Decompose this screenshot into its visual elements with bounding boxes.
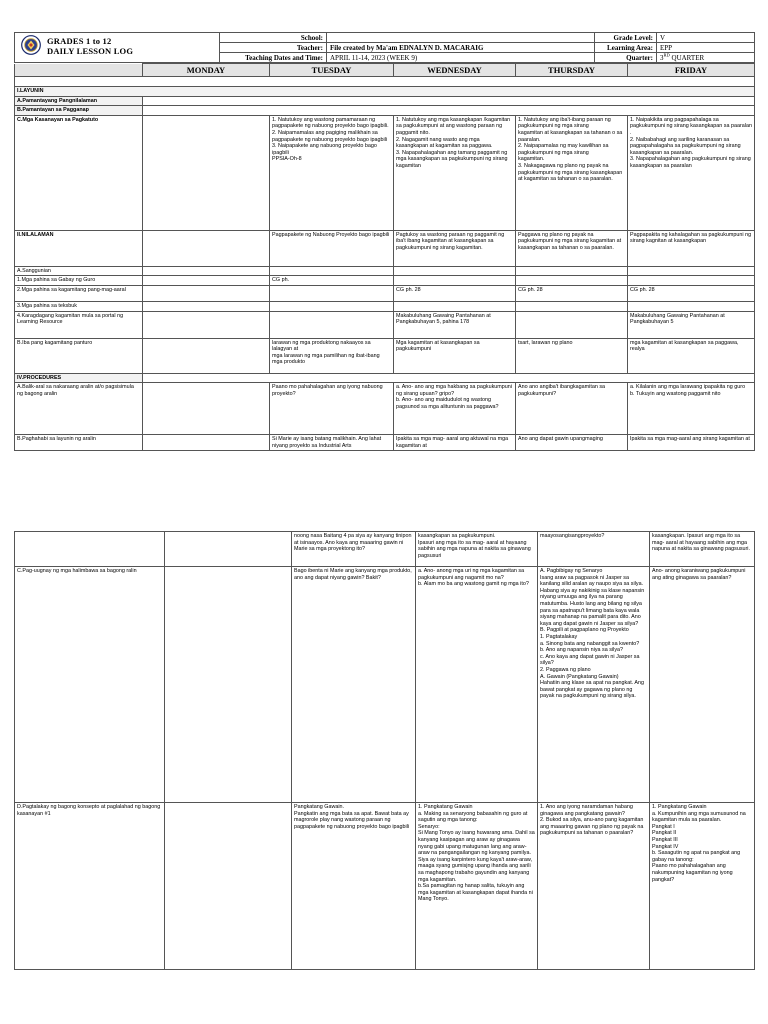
lesson-table-page-1 — [14, 63, 755, 451]
cell-wednesday: CG ph. 28 — [394, 285, 516, 301]
cell-friday: Makabuluhang Gawaing Pantahanan at Pangkabuhayan 5 — [628, 311, 755, 338]
cell-friday: kasangkapan. Ipasuri ang mga ito sa mag- aaral at hayaang sabihin ang mga napuna at nakita sa ginawang pagsusuri. — [650, 532, 755, 567]
grade-label: Grade Level: — [595, 33, 657, 43]
cell-friday: Ipakita sa mga mag-aaral ang sirang kagamitan at — [628, 435, 755, 451]
cell-wednesday: 1. Pangkatang Gawain a. Making sa senaryong babasahin ng guro at sagutin ang mga tanong: Senaryo: Si Mang Tonyo ay isang huwarang ama. Dahil sa kanyang kasipagan ang araw ay ginagawa nyang gabi upang matugunan lang ang araw-araw na pangangailangan ng kanyang pamilya. Siya ay isang karpintero kung kaya't araw-araw, maaga syang gumisjng upang ihanda ang sarili sa maghapong trabaho gayundin ang kanyang mga kagamitan. b.Sa pamagitan ng hanap salita, tukuyin ang mga kagamitan at kasangkapan dapat ihanda ni Mang Tonyo. — [416, 803, 538, 970]
grade-value: V — [657, 33, 755, 43]
row-label: D.Pagtalakay ng bagong konsepto at paglalahad ng bagong kasanayan #1 — [15, 803, 165, 970]
cell-tuesday: larawan ng mga produktong nakaayos sa lalagyan at mga larawan ng mga pamilihan ng ibat-ibang mga produkto — [270, 338, 394, 373]
row-label: 2.Mga pahina sa kagamitang pang-mag-aaral — [15, 285, 143, 301]
area-value: EPP — [657, 43, 755, 53]
day-wednesday: WEDNESDAY — [394, 64, 516, 77]
row-label: A.Sanggunian — [15, 266, 143, 276]
row-label: C.Mga Kasanayan sa Pagkatuto — [15, 115, 143, 230]
cell-wednesday: Makabuluhang Gawaing Pantahanan at Pangkabuhayan 5, pahina 178 — [394, 311, 516, 338]
cell-wednesday: kasangkapan sa pagkukumpuni. Ipasuri ang mga ito sa mag- aaral at hayaang sabihin ang mga napuna at nakita sa ginawang pagsusuri — [416, 532, 538, 567]
cell-friday: a. Kilalanin ang mga larawang ipapakita ng guro b. Tukuyin ang wastong paggamit nito — [628, 383, 755, 435]
cell-thursday: Ano ano angiba't ibangkagamitan sa pagkukumpuni? — [516, 383, 628, 435]
cell-tuesday: Paano mo pahahalagahan ang iyong nabuong proyekto? — [270, 383, 394, 435]
cell-friday: 1. Naipakikita ang pagpapahalaga sa pagkukumpuni ng sirang kasangkapan sa paaralan . 2. Naibabahagi ang sariling karanasan sa pagpapahalagaha sa pagkukumpuni ng sirang kasangkapan sa paaralan. 3. Napapahalagahan ang pagkukumpuni ng sirang kasangkapan sa paaralan — [628, 115, 755, 230]
row-label: B.Iba pang kagamitang panturo — [15, 338, 143, 373]
logo-block — [15, 33, 220, 63]
header-table — [14, 32, 755, 63]
logo-line-1: GRADES 1 to 12 — [47, 36, 112, 46]
day-thursday: THURSDAY — [516, 64, 628, 77]
day-friday: FRIDAY — [628, 64, 755, 77]
cell-thursday: 1. Ano ang iyong naramdaman habang ginagawa ang pangkatang gawain? 2. Bukod sa silya, anu-ano pang kagamitan ang maaaring gawan ng plano ng payak na pagkukumpuni sa tahanan o paaralan? — [538, 803, 650, 970]
cell-monday — [143, 115, 270, 230]
dates-value: APRIL 11-14, 2023 (WEEK 9) — [327, 53, 595, 63]
cell-monday — [143, 230, 270, 266]
cell-wednesday: Mga kagamitan at kasangkapan sa pagkukumpuni — [394, 338, 516, 373]
cell-tuesday: Si Marie ay isang batang malikhain. Ang lahat niyang proyekto sa Industrial Arts — [270, 435, 394, 451]
cell-thursday: Paggawa ng plano ng payak na pagkukumpuni ng mga sirang kagamitan at kasangkapan sa tahanan o sa paaralan. — [516, 230, 628, 266]
teacher-value: File created by Ma'am EDNALYN D. MACARAIG — [327, 43, 595, 53]
cell-friday: Pagpapakita ng kahalagahan sa pagkukumpuni ng sirang kagnitan at kasangkapan — [628, 230, 755, 266]
row-label: 1.Mga pahina sa Gabay ng Guro — [15, 276, 143, 286]
day-monday: MONDAY — [143, 64, 270, 77]
cell-wednesday: a. Ano- ano ang mga hakbang sa pagkukumpuni ng sirang upuan? gripo? b. Ano- ano ang maidudulot ng wastong pagsunod sa mga alituntunin sa paggawa? — [394, 383, 516, 435]
cell-friday: mga kagamitan at kasangkapan sa paggawa, realya — [628, 338, 755, 373]
row-label: C.Pag-uugnay ng mga halimbawa sa bagong ralin — [15, 567, 165, 803]
cell-wednesday: a. Ano- anong mga uri ng mga kagamitan sa pagkukumpuni ang nagamit mo na? b. Alam mo ba ang wastong gamit ng mga ito? — [416, 567, 538, 803]
lesson-log-page-2 — [14, 531, 754, 970]
cell-tuesday: Pangkatang Gawain. Pangkatin ang mga bata sa apat. Bawat bata ay magrorole play nang wastong paraan ng pagpapakete ng nabuong proyekto bago ipagbili — [292, 803, 416, 970]
dates-label: Teaching Dates and Time: — [220, 53, 327, 63]
school-label: School: — [220, 33, 327, 43]
row-label: B.Pamantayan sa Pagganap — [15, 106, 143, 116]
cell-friday: CG ph. 28 — [628, 285, 755, 301]
row-label: 4.Karagdagang kagamitan mula sa portal ng Learning Resource — [15, 311, 143, 338]
cell-thursday: tsart, larawan ng plano — [516, 338, 628, 373]
quarter-value: 3RD QUARTER — [657, 53, 755, 63]
day-tuesday: TUESDAY — [270, 64, 394, 77]
section-layunin: I.LAYUNIN — [15, 87, 755, 97]
lesson-log-page-1 — [14, 32, 754, 451]
teacher-label: Teacher: — [220, 43, 327, 53]
school-value — [327, 33, 595, 43]
cell-tuesday: 1. Natutukoy ang wastong pamamaraan ng pagpapakete ng nabuong proyekto bago ipagbili. 2. Naipamamalas ang pagiging malikhain sa pagpapakete ng nabuong proyekto bago ipagbili 3. Naipapakete ang nabuong proyekto bago ipagbili PPSIA-Oh-8 — [270, 115, 394, 230]
cell-tuesday: Bago ibenta ni Marie ang kanyang mga produkto, ano ang dapat niyang gawin? Bakit? — [292, 567, 416, 803]
cell-tuesday: CG ph. — [270, 276, 394, 286]
cell-thursday: CG ph. 28 — [516, 285, 628, 301]
row-label: 3.Mga pahina sa teksbuk — [15, 301, 143, 311]
cell-wednesday: Ipakita sa mga mag- aaral ang aktuwal na mga kagamitan at — [394, 435, 516, 451]
section-procedures: IV.PROCEDURES — [15, 373, 143, 383]
cell-thursday: Ano ang dapat gawin upangmaging — [516, 435, 628, 451]
row-label: A.Balik-aral sa nakaraang aralin at/o pagsisimula ng bagong aralin — [15, 383, 143, 435]
lesson-table-page-2 — [14, 531, 755, 970]
quarter-label: Quarter: — [595, 53, 657, 63]
cell-thursday: 1. Natutukoy ang iba't-ibang paraan ng pagkukumpuni ng mga sirang kagamitan at kasangkapan sa tahanan o sa paaralan. 2. Naipapamalas ng may kawilihan sa pagkukumpuni ng mga sirang kagamitan. 3. Nakagagawa ng plano ng payak na pagkukumpuni ng mga sirang kasangkapan at kagamitan sa tahanan o sa paaralan. — [516, 115, 628, 230]
area-label: Learning Area: — [595, 43, 657, 53]
cell-wednesday: Pagtukoy sa wastong paraan ng paggamit ng iba't ibang kagamitan at kasangkapan sa pagkukumpuni ng sirang kagamitan. — [394, 230, 516, 266]
row-label: II.NILALAMAN — [15, 230, 143, 266]
blank-row — [15, 77, 755, 87]
day-spacer — [15, 64, 143, 77]
cell-friday: Ano- anong karaniwang pagkukumpuni ang ating ginagawa sa paaralan? — [650, 567, 755, 803]
row-label: A.Pamantayang Pangnilalaman — [15, 96, 143, 106]
cell-friday: 1. Pangkatang Gawain a. Kumpunihin ang mga sumusunod na kagamitan mula sa paaralan. Pangkat I Pangkat II Pangkat III Pangkat IV b. Sasagutin ng apat na pangkat ang gabay na tanong: Paano mo pahahalagahan ang nakumpuning kagamitan ng iyong pangkat? — [650, 803, 755, 970]
deped-seal-icon — [21, 35, 41, 55]
cell-thursday: A. Pagbibigay ng Senaryo Isang araw sa pagpasok ni Jasper sa kanilang silid aralan ay naupo siya sa silya. Habang siya ay nakikinig sa klase napansin niyang umuuga ang ilya na parang matutumba. Husto lang ang bilang ng silya para sa apatnapu't limang bata kaya wala siyang mahanap na pamalit para dito. Ano kaya ang dapat gawin ni Jasper sa silya? B. Pagpili at pagpaplano ng Proyekto 1. Pagtatalakay a. Sinong bata ang nabanggit sa kwento? b. Ano ang napansin niya sa silya? c. Ano kaya ang dapat gawin ni Jasper sa silya? 2. Paggawa ng plano A. Gawain (Pangkatang Gawain) Hahatiin ang klase sa apat na pangkat. Ang bawat pangkat ay gagawa ng plano ng payak na pagkukumpuni ng sirang silya. — [538, 567, 650, 803]
row-label — [15, 532, 165, 567]
cell-tuesday: noong nasa Baitang 4 pa siya ay kanyang tinipon at isinaayos. Ano kaya ang maaaring gawin ni Marie sa mga proyektong ito? — [292, 532, 416, 567]
cell-thursday: maayosangisangproyekto? — [538, 532, 650, 567]
cell-wednesday: 1. Natutukoy ang mga kasangkapan /kagamitan sa pagkukumpuni at ang wastong paraan ng paggamit nito. 2. Nagagamit nang wasto ang mga kasangkapan at kagamitan sa paggawa. 3. Napapahalagahan ang tamang paggamit ng mga kasangkapan sa pagkukumpuni ng sirang kagamitan — [394, 115, 516, 230]
cell-tuesday: Pagpapakete ng Nabuong Proyekto bago ipagbili — [270, 230, 394, 266]
logo-line-2: DAILY LESSON LOG — [47, 46, 134, 56]
row-label: B.Paghahabi sa layunin ng aralin — [15, 435, 143, 451]
